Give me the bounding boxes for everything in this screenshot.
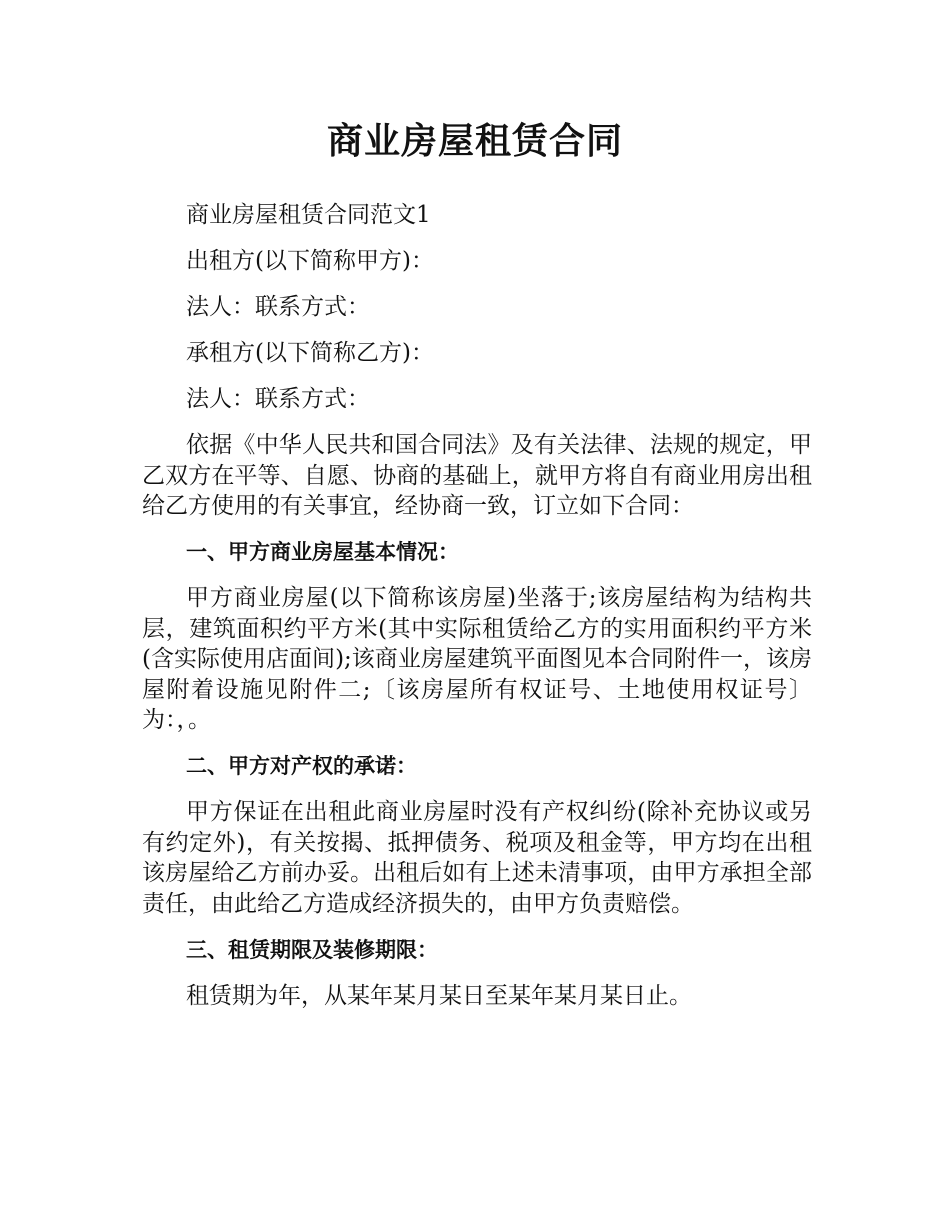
section-heading-3: 三、租赁期限及装修期限： — [186, 937, 438, 962]
lessor-line: 出租方(以下简称甲方)： — [186, 248, 434, 274]
lessee-legal-contact-line: 法人：联系方式： — [186, 386, 370, 412]
preamble-paragraph: 依据《中华人民共和国合同法》及有关法律、法规的规定，甲乙双方在平等、自愿、协商的基础上，就甲方将自有商业用房出租给乙方使用的有关事宜，经协商一致，订立如下合同： — [142, 432, 812, 519]
section-heading-2: 二、甲方对产权的承诺： — [186, 754, 417, 778]
lessee-line: 承租方(以下简称乙方)： — [186, 340, 434, 366]
lessor-legal-contact-line: 法人：联系方式： — [186, 294, 370, 320]
section-heading-1: 一、甲方商业房屋基本情况： — [186, 540, 459, 564]
sample-label: 商业房屋租赁合同范文1 — [186, 202, 431, 228]
section-1-paragraph: 甲方商业房屋(以下简称该房屋)坐落于;该房屋结构为结构共层，建筑面积约平方米(其中实际租赁给乙方的实用面积约平方米(含实际使用店面间);该商业房屋建筑平面图见本合同附件一，该房屋附着设施见附件二;〔该房屋所有权证号、土地使用权证号〕为：，。 — [142, 585, 812, 733]
document-body — [142, 200, 812, 1027]
section-2-paragraph: 甲方保证在出租此商业房屋时没有产权纠纷(除补充协议或另有约定外)，有关按揭、抵押债务、税项及租金等，甲方均在出租该房屋给乙方前办妥。出租后如有上述未清事项，由甲方承担全部责任，由此给乙方造成经济损失的，由甲方负责赔偿。 — [142, 799, 812, 917]
section-3-paragraph: 租赁期为年，从某年某月某日至某年某月某日止。 — [186, 982, 692, 1009]
document-title: 商业房屋租赁合同 — [326, 121, 623, 162]
